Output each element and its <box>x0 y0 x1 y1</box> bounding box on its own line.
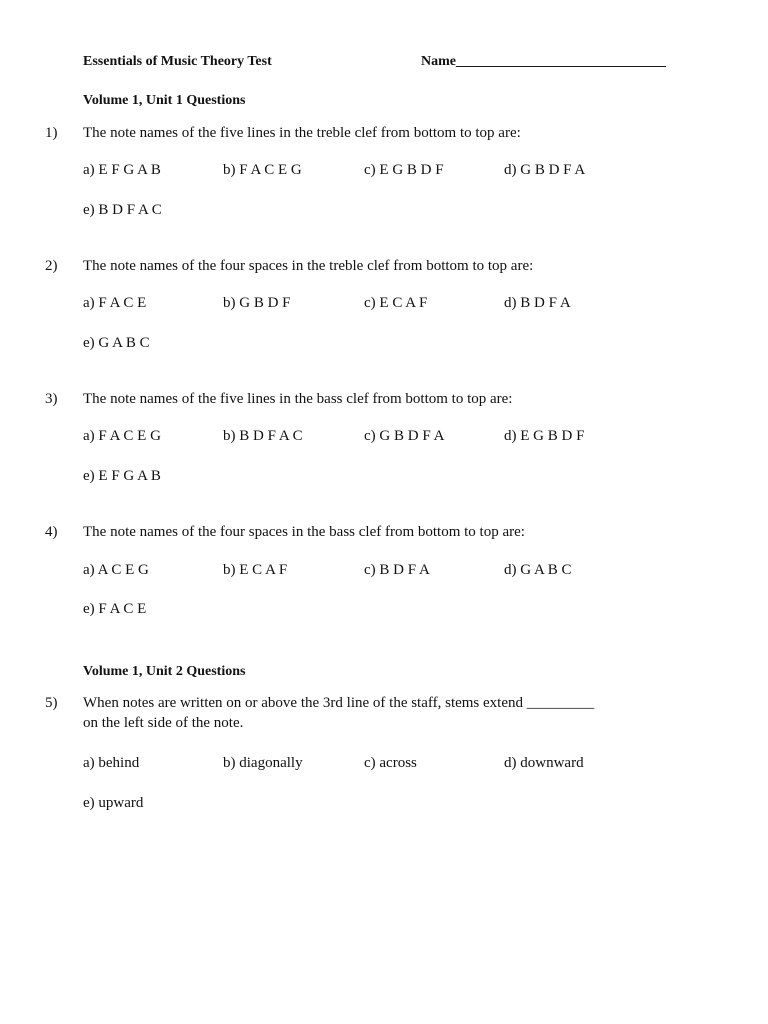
question-number: 2) <box>45 258 58 274</box>
option-a[interactable]: a) A C E G <box>83 562 149 578</box>
option-b[interactable]: b) B D F A C <box>223 428 303 444</box>
option-b[interactable]: b) F A C E G <box>223 162 302 178</box>
option-a[interactable]: a) F A C E <box>83 295 147 311</box>
option-c[interactable]: c) E G B D F <box>364 162 444 178</box>
option-c[interactable]: c) G B D F A <box>364 428 445 444</box>
option-b[interactable]: b) diagonally <box>223 755 303 771</box>
option-d[interactable]: d) G B D F A <box>504 162 586 178</box>
question-number: 3) <box>45 391 58 407</box>
question-number: 1) <box>45 125 58 141</box>
option-a[interactable]: a) F A C E G <box>83 428 161 444</box>
question-text: The note names of the five lines in the bass clef from bottom to top are: <box>83 391 513 407</box>
option-b[interactable]: b) G B D F <box>223 295 291 311</box>
option-c[interactable]: c) B D F A <box>364 562 430 578</box>
option-e[interactable]: e) G A B C <box>83 335 150 351</box>
section-heading: Volume 1, Unit 1 Questions <box>83 93 246 108</box>
option-c[interactable]: c) E C A F <box>364 295 428 311</box>
option-d[interactable]: d) G A B C <box>504 562 572 578</box>
question-number: 5) <box>45 695 58 711</box>
option-e[interactable]: e) E F G A B <box>83 468 161 484</box>
test-title: Essentials of Music Theory Test <box>83 54 272 69</box>
option-e[interactable]: e) F A C E <box>83 601 147 617</box>
option-d[interactable]: d) B D F A <box>504 295 571 311</box>
option-d[interactable]: d) downward <box>504 755 584 771</box>
option-e[interactable]: e) B D F A C <box>83 202 162 218</box>
option-c[interactable]: c) across <box>364 755 417 771</box>
question-text-continued: on the left side of the note. <box>83 715 244 731</box>
option-b[interactable]: b) E C A F <box>223 562 288 578</box>
name-field[interactable]: Name______________________________ <box>421 54 666 69</box>
option-e[interactable]: e) upward <box>83 795 144 811</box>
question-text: The note names of the four spaces in the bass clef from bottom to top are: <box>83 524 525 540</box>
section-heading: Volume 1, Unit 2 Questions <box>83 664 246 679</box>
option-a[interactable]: a) behind <box>83 755 140 771</box>
question-text: When notes are written on or above the 3rd line of the staff, stems extend _________ <box>83 695 595 711</box>
option-d[interactable]: d) E G B D F <box>504 428 585 444</box>
option-a[interactable]: a) E F G A B <box>83 162 161 178</box>
question-text: The note names of the five lines in the treble clef from bottom to top are: <box>83 125 521 141</box>
question-number: 4) <box>45 524 58 540</box>
question-text: The note names of the four spaces in the treble clef from bottom to top are: <box>83 258 534 274</box>
